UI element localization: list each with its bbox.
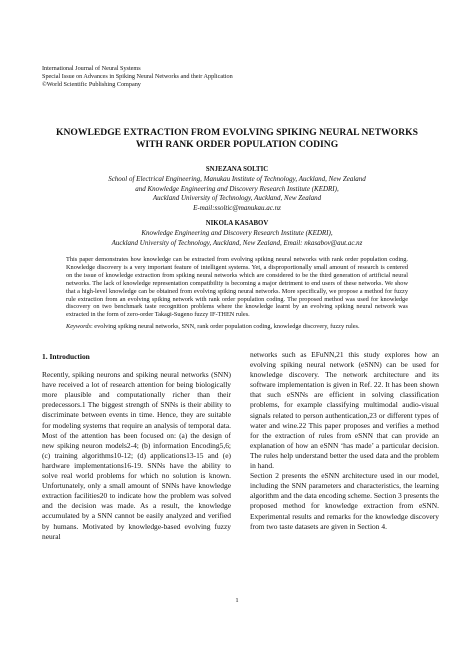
title-line-2: WITH RANK ORDER POPULATION CODING bbox=[135, 138, 339, 150]
abstract-text: This paper demonstrates how knowledge can be extracted from evolving spiking neural networks with rank order population coding. Knowledge discovery is a very important feature of intelligent systems. Yet, a disproportionally small amount of research is centered on the issue of knowledge extraction from spiking neural networks which are considered to be the third generation of artificial neural networks. The lack of knowledge representation compatibility is becoming a major detriment to end users of these networks. We show that a high-level knowledge can be obtained from evolving spiking neural networks. More specifically, we propose a method for fuzzy rule extraction from an evolving spiking network with rank order population coding. The proposed method was used for knowledge discovery on two benchmark taste recognition problems where the knowledge learnt by an evolving spiking neural network was extracted in the form of zero-order Takagi-Sugeno fuzzy IF-THEN rules. bbox=[66, 256, 408, 319]
page-number: 1 bbox=[235, 597, 239, 604]
keywords-label: Keywords bbox=[66, 323, 91, 331]
section-heading: 1. Introduction bbox=[42, 352, 90, 361]
affiliation-line: School of Electrical Engineering, Manukau Institute of Technology, Auckland, New Zealand bbox=[108, 175, 366, 184]
journal-name: International Journal of Neural Systems bbox=[42, 65, 141, 72]
affiliation-line: Auckland University of Technology, Auckland, New Zealand bbox=[152, 194, 322, 203]
author-name: NIKOLA KASABOV bbox=[205, 220, 269, 228]
author-email: E-mail:ssoltic@manukau.ac.nz bbox=[193, 203, 281, 212]
title-line-1: KNOWLEDGE EXTRACTION FROM EVOLVING SPIKING NEURAL NETWORKS bbox=[56, 127, 418, 138]
abstract bbox=[66, 256, 408, 331]
paragraph: networks such as EFuNN,21 this study explores how an evolving spiking neural network (eSNN) can be used for knowledge discovery. The network architecture and its software implementation is given in Ref. 22. It has been shown that such eSNNs are efficient in solving classification problems, for example classifying multimodal audio-visual signals related to person authentication,23 or different types of water and wine.22 This paper proposes and verifies a method for the extraction of rules from eSNN that can provide an explanation of how an eSNN ‘has made’ a particular decision. The rules help understand better the used data and the problem in hand. bbox=[250, 350, 439, 471]
copyright: ©World Scientific Publishing Company bbox=[42, 81, 141, 88]
author-name: SNJEZANA SOLTIC bbox=[205, 166, 269, 173]
left-column bbox=[42, 350, 231, 542]
affiliation-line: Knowledge Engineering and Discovery Research Institute (KEDRI), bbox=[141, 229, 333, 238]
paragraph: Section 2 presents the eSNN architecture used in our model, including the SNN parameters and characteristics, the learning algorithm and the data encoding scheme. Section 3 presents the proposed method for knowledge extraction from eSNN. Experimental results and remarks for the knowledge discovery from two taste datasets are given in Section 4. bbox=[250, 471, 439, 531]
author-2 bbox=[40, 219, 434, 248]
author-block bbox=[40, 165, 434, 248]
affiliation-line: and Knowledge Engineering and Discovery Research Institute (KEDRI), bbox=[135, 184, 339, 193]
special-issue: Special Issue on Advances in Spiking Neural Networks and their Application bbox=[42, 73, 233, 80]
paragraph: Recently, spiking neurons and spiking neural networks (SNN) have received a lot of research attention for being biologically more plausible and computationally richer than their predecessors.1 The biggest strength of SNNs is their ability to discriminate between events in time. Hence, they are suitable for modeling systems that require an analysis of temporal data. Most of the attention has been focused on: (a) the design of new spiking neuron models2-4; (b) information Encoding5,6; (c) training algorithms10-12; (d) applications13-15 and (e) hardware implementations16-19. SNNs have the ability to solve real world problems for which no solution is known. Unfortunately, only a small amount of SNNs have knowledge extraction facilities20 to indicate how the problem was solved and the decision was made. As a result, the knowledge accumulated by a SNN cannot be easily analyzed and verified by humans. Motivated by knowledge-based evolving fuzzy neural bbox=[42, 370, 231, 541]
keywords-text: : evolving spiking neural networks, SNN, rank order population coding, knowledge discovery, fuzzy rules. bbox=[90, 323, 360, 331]
author-1 bbox=[40, 165, 434, 213]
affiliation-line: Auckland University of Technology, Auckland, New Zealand, Email: nkasabov@aut.ac.nz bbox=[111, 238, 363, 247]
right-column bbox=[250, 350, 439, 532]
paper-title bbox=[40, 127, 434, 150]
journal-header bbox=[42, 65, 233, 89]
keywords bbox=[66, 323, 408, 331]
